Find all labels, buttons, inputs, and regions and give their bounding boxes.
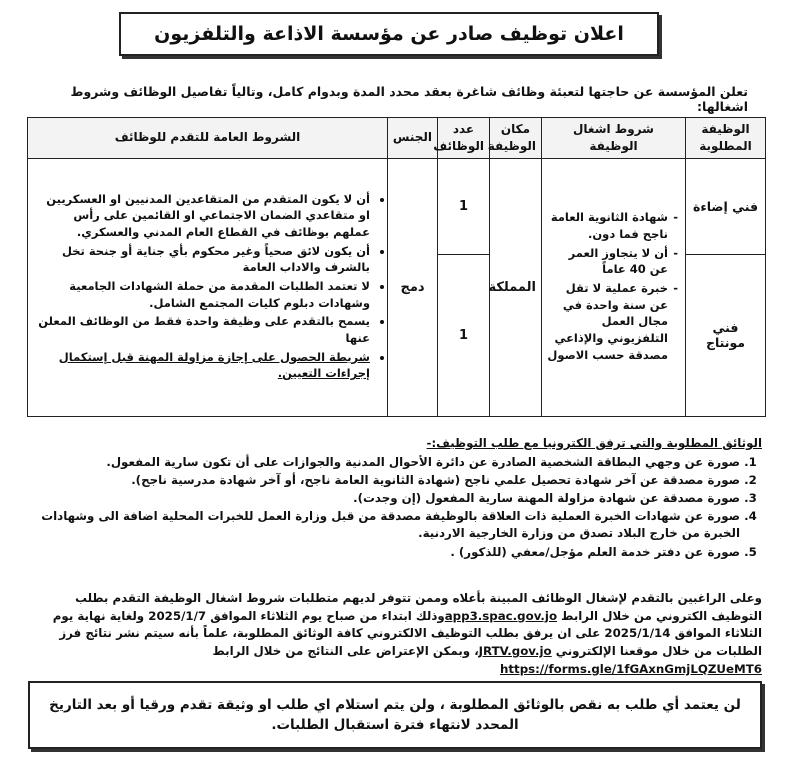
application-instructions xyxy=(24,590,762,678)
job-count: 1 xyxy=(438,254,490,416)
application-link[interactable]: app3.spac.gov.jo xyxy=(444,608,558,623)
jobs-table xyxy=(27,117,766,417)
header-requirements: شروط اشغال الوظيفة xyxy=(542,118,686,159)
documents-heading: الوثائق المطلوبة والتي ترفق الكترونيا مع طلب التوظيف:- xyxy=(426,436,762,450)
table-row xyxy=(28,158,766,254)
condition-item: • لا تعتمد الطلبات المقدمة من حملة الشهادات الجامعية وشهادات دبلوم كليات المجتمع الشامل. xyxy=(33,278,370,311)
document-item: 2. صورة مصدقة عن آخر شهادة تحصيل علمي ناجح (شهادة الثانوية العامة ناجح، أو آخر شهادة مدرسية ناجح). xyxy=(27,472,740,489)
job-name: فني مونتاج xyxy=(686,254,766,416)
website-link[interactable]: JRTV.gov.jo xyxy=(478,644,552,659)
general-conditions xyxy=(28,158,388,416)
document-item: 1. صورة عن وجهي البطاقة الشخصية الصادرة عن دائرة الأحوال المدنية والجوازات على أن تكون سارية المفعول. xyxy=(27,454,740,471)
header-count: عدد الوظائف xyxy=(438,118,490,159)
job-count: 1 xyxy=(438,158,490,254)
condition-item: • يسمح بالتقدم على وظيفة واحدة فقط من الوظائف المعلن عنها xyxy=(33,313,370,346)
header-general: الشروط العامة للتقدم للوظائف xyxy=(28,118,388,159)
apply-text: ، وبمكن الإعتراض على النتائج من خلال الرابط xyxy=(212,644,479,659)
requirement-item: - خبرة عملية لا تقل عن سنة واحدة في مجال العمل التلفزيوني والإذاعي مصدقة حسب الاصول xyxy=(547,280,668,363)
document-item: 5. صورة عن دفتر خدمة العلم مؤجل/معفي (للذكور) . xyxy=(27,544,740,561)
job-requirements xyxy=(542,158,686,416)
intro-text: تعلن المؤسسة عن حاجتها لتعبئة وظائف شاغرة بعقد محدد المدة وبدوام كامل، وتالياً تفاصيل الوظائف وشروط اشغالها: xyxy=(70,84,748,114)
condition-item: • أن يكون لائق صحياً وغير محكوم بأي جناية أو جنحة تخل بالشرف والاداب العامة xyxy=(33,243,370,276)
objection-form-link[interactable]: https://forms.gle/1fGAxnGmjLQZUeMT6 xyxy=(500,661,762,676)
notice-box: لن يعتمد أي طلب به نقص بالوثائق المطلوبة ، ولن يتم استلام اي طلب او وثيقة تقدم ورقيا أو بعد التاريخ المحدد لانتهاء فترة استقبال الطلبات. xyxy=(28,681,762,749)
document-item: 4. صورة عن شهادات الخبرة العملية ذات العلاقة بالوظيفة مصدقة من قبل وزارة العمل للخبرات المحلية اضافة الى وشهادات الخبرة من خارج البلاد تصدق من وزارة الخارجية الاردنية. xyxy=(27,508,740,542)
table-header-row xyxy=(28,118,766,159)
documents-section xyxy=(27,435,762,562)
job-name: فني إضاءة xyxy=(686,158,766,254)
job-gender: دمج xyxy=(388,158,438,416)
apply-text: وعلى الراغبين بالتقدم لإشغال الوظائف المبينة بأعلاه وممن تتوفر لديهم متطلبات شروط اشغال الوظيفة التقدم بطلب التوظيف الكتروني من خلال الرابط xyxy=(75,591,762,623)
header-job: الوظيفة المطلوبة xyxy=(686,118,766,159)
condition-item: • أن لا يكون المتقدم من المتقاعدين المدنيين او العسكريين او متقاعدي الضمان الاجتماعي او القائمين على رأس عملهم بوظائف في القطاع العام المدني والعسكري. xyxy=(33,191,370,241)
announcement-title: اعلان توظيف صادر عن مؤسسة الاذاعة والتلفزيون xyxy=(119,12,659,56)
header-gender: الجنس xyxy=(388,118,438,159)
requirement-item: - شهادة الثانوية العامة ناجح فما دون. xyxy=(547,209,668,242)
apply-text: وذلك ابتداء من صباح يوم الثلاثاء الموافق 2025/1/7 ولغاية نهاية يوم الثلاثاء الموافق 2025/1/14 على ان يرفق بطلب التوظيف الالكتروني كافة الوثائق المطلوبة، علماً بأنه سيتم نشر نتائج فرز الطلبات من خلال موقعنا الإلكتروني xyxy=(52,608,762,659)
job-location: المملكة xyxy=(490,158,542,416)
document-item: 3. صورة مصدقة عن شهادة مزاولة المهنة سارية المفعول (إن وجدت). xyxy=(27,490,740,507)
condition-item: • شريطة الحصول على إجازة مزاولة المهنة قبل إستكمال إجراءات التعيين. xyxy=(33,349,370,382)
requirement-item: - أن لا يتجاوز العمر عن 40 عاماً xyxy=(547,245,668,278)
header-location: مكان الوظيفة xyxy=(490,118,542,159)
